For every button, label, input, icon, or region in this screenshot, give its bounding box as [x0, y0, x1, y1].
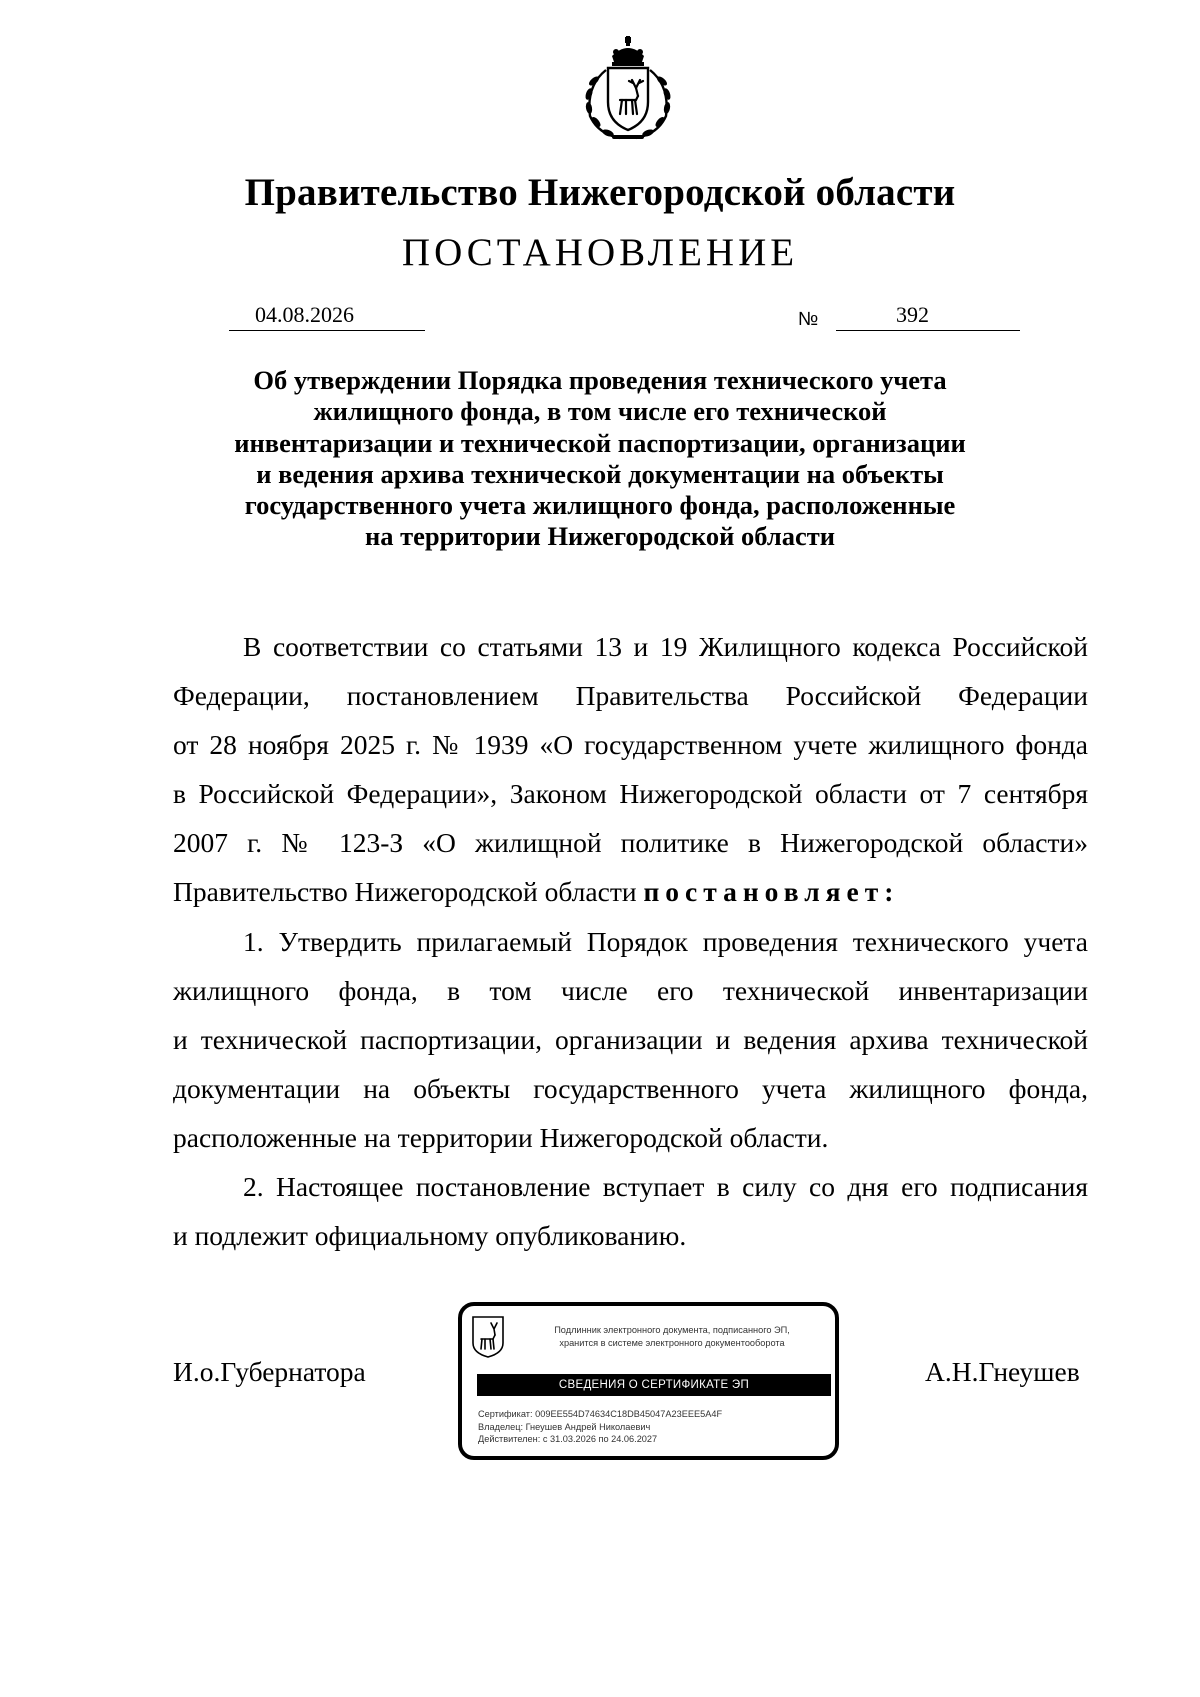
- document-number: 392: [896, 302, 929, 327]
- title-line: и ведения архива технической документации на объекты: [256, 458, 944, 489]
- body-line: в Российской Федерации», Законом Нижегородской области от 7 сентября: [173, 778, 1088, 810]
- title-line: Об утверждении Порядка проведения технического учета: [253, 365, 947, 395]
- body-line: 2. Настоящее постановление вступает в силу со дня его подписания: [243, 1171, 1088, 1203]
- body-line: и технической паспортизации, организации и ведения архива технической: [173, 1023, 1088, 1055]
- document-body: [173, 622, 1088, 1260]
- title-line: на территории Нижегородской области: [364, 521, 836, 552]
- certificate-owner: Владелец: Гнеушев Андрей Николаевич: [478, 1421, 651, 1432]
- title-line: инвентаризации и технической паспортизации, организации: [234, 427, 966, 458]
- deer-emblem-icon: [471, 1315, 505, 1359]
- body-line: 1. Утвердить прилагаемый Порядок проведения технического учета: [243, 925, 1088, 957]
- date-field: [229, 300, 425, 331]
- stamp-note: [522, 1324, 822, 1350]
- stamp-note-line: Подлинник электронного документа, подписанного ЭП,: [554, 1325, 790, 1335]
- title-line: государственного учета жилищного фонда, расположенные: [244, 490, 956, 521]
- body-line: 2007 г. № 123-З «О жилищной политике в Нижегородской области»: [173, 827, 1088, 859]
- signatory-name: А.Н.Гнеушев: [925, 1356, 1080, 1387]
- certificate-serial: Сертификат: 009EE554D74634C18DB45047A23EEE5A4F: [478, 1409, 723, 1419]
- body-line: [173, 867, 1088, 916]
- document-type: ПОСТАНОВЛЕНИЕ: [401, 231, 799, 274]
- title-line: жилищного фонда, в том числе его технической: [313, 396, 887, 427]
- paragraph-preamble: [173, 622, 1088, 917]
- body-line: В соответствии со статьями 13 и 19 Жилищного кодекса Российской: [243, 631, 1088, 662]
- paragraph-item-1: [173, 917, 1088, 1162]
- certificate-validity: Действителен: с 31.03.2026 по 24.06.2027: [478, 1434, 658, 1445]
- number-sign: №: [798, 309, 819, 330]
- certificate-info: [478, 1408, 722, 1446]
- body-line: документации на объекты государственного учета жилищного фонда,: [173, 1072, 1088, 1104]
- decree-word: постановляет:: [643, 876, 900, 908]
- document-date: 04.08.2026: [255, 302, 354, 327]
- stamp-note-line: хранится в системе электронного документооборота: [559, 1338, 785, 1348]
- certificate-header: СВЕДЕНИЯ О СЕРТИФИКАТЕ ЭП: [477, 1374, 831, 1396]
- body-line: и подлежит официальному опубликованию.: [173, 1220, 687, 1252]
- document-title: [160, 365, 1040, 553]
- body-line-text: Правительство Нижегородской области: [173, 876, 637, 908]
- body-line: от 28 ноября 2025 г. № 1939 «О государственном учете жилищного фонда: [173, 729, 1088, 761]
- signatory-position: И.о.Губернатора: [173, 1356, 366, 1387]
- government-name: Правительство Нижегородской области: [244, 171, 956, 214]
- paragraph-item-2: [173, 1162, 1088, 1260]
- body-line: Федерации, постановлением Правительства Российской Федерации: [173, 680, 1088, 712]
- nizhny-novgorod-coat-of-arms-icon: [576, 36, 680, 146]
- number-field: [836, 300, 1020, 331]
- electronic-signature-stamp: [458, 1302, 839, 1460]
- body-line: жилищного фонда, в том числе его технической инвентаризации: [173, 974, 1088, 1006]
- body-line: расположенные на территории Нижегородской области.: [173, 1121, 829, 1153]
